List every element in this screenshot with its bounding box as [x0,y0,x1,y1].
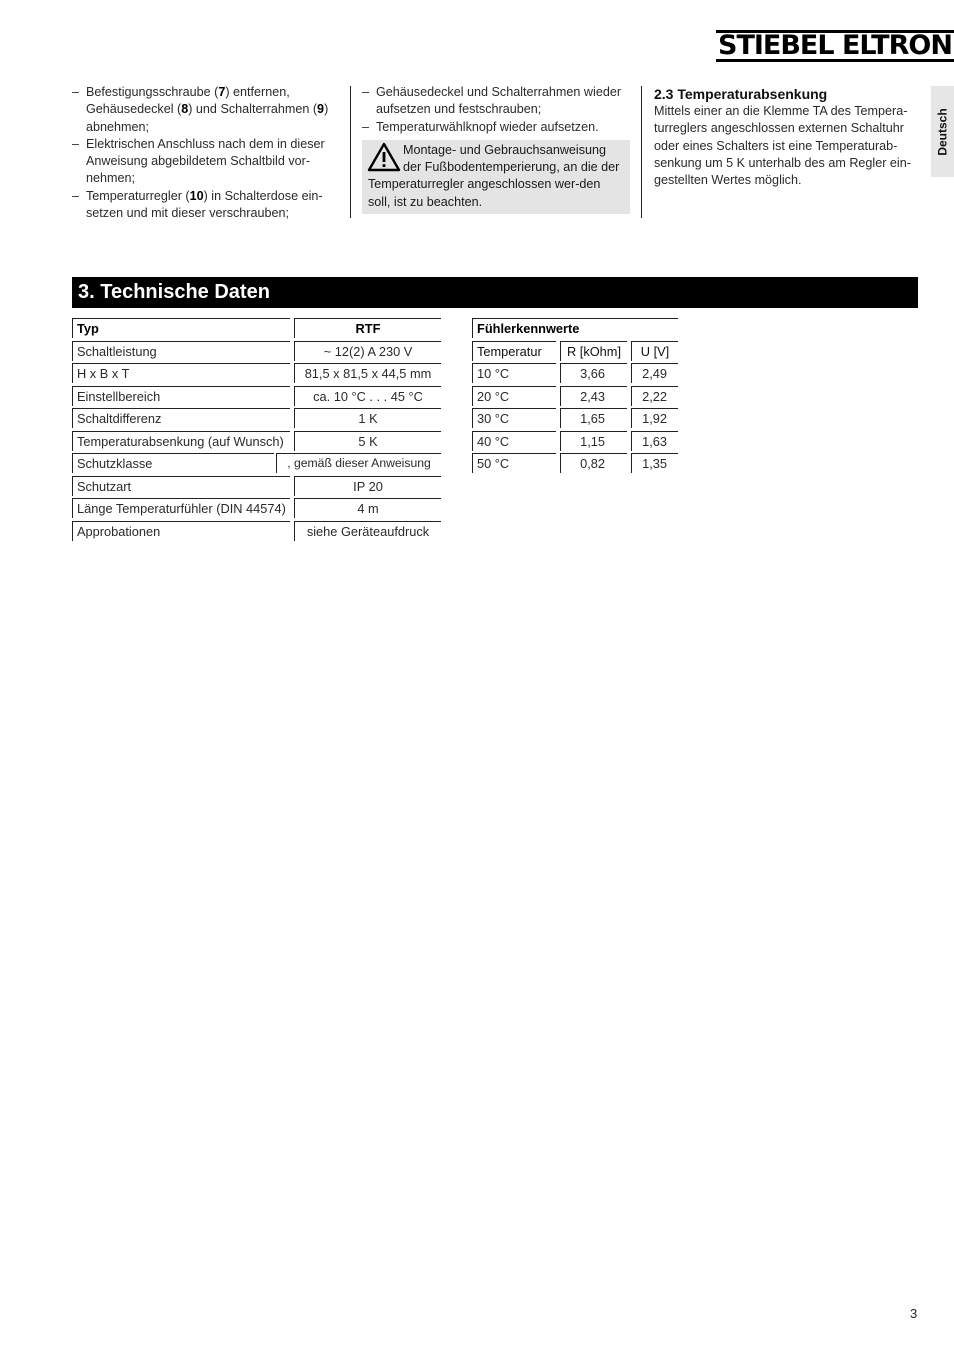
table-cell-label: Einstellbereich [72,386,290,406]
part-number: 9 [317,102,325,117]
text-run: ) und Schalterrahmen ( [188,102,318,117]
table-cell: 2,49 [631,363,678,383]
section-paragraph: Mittels einer an die Klemme TA des Tempera-turreglers angeschlossen externen Schaltuhr oder eines Schalters ist eine Temperaturab-senkung um 5 K unterhalb des am Regler ein-gestellten Wertes möglich. [654,104,911,188]
instructions-column-3 [654,84,922,189]
table-header-cell: Temperatur [472,341,556,361]
language-tab [931,86,954,177]
table-cell-label: Länge Temperaturfühler (DIN 44574) [72,498,290,518]
section-title: 3. Technische Daten [78,281,270,303]
table-cell: 10 °C [472,363,556,383]
table-header-cell: RTF [294,318,441,338]
table-cell-value: ca. 10 °C . . . 45 °C [294,386,441,406]
table-cell-value: 4 m [294,498,441,518]
list-item [72,136,338,188]
table-cell: 1,35 [631,453,678,473]
table-cell-value: 1 K [294,408,441,428]
table-cell: 50 °C [472,453,556,473]
part-number: 8 [181,102,189,117]
section-heading: 2.3 Temperaturabsenkung [654,86,828,102]
warning-triangle-icon [367,142,401,172]
table-cell-label: H x B x T [72,363,290,383]
table-title: Fühlerkennwerte [472,318,678,338]
table-cell-value: 81,5 x 81,5 x 44,5 mm [294,363,441,383]
instructions-column-2 [362,84,630,214]
table-cell: 1,15 [560,431,627,451]
warning-text: Montage- und Gebrauchsanweisung der Fußbodentemperierung, an die der Temperaturregler angeschlossen wer-den soll, ist zu beachten. [368,142,620,209]
text-run: Temperaturregler ( [86,188,190,203]
table-cell-value: ~ 12(2) A 230 V [294,341,441,361]
instruction-list-2 [362,84,630,136]
column-divider [641,86,642,218]
table-cell: 40 °C [472,431,556,451]
table-cell: 2,22 [631,386,678,406]
warning-box [362,140,630,214]
text-run: Elektrischen Anschluss nach dem in dieser Anweisung abgebildetem Schaltbild vor-nehmen; [86,136,325,186]
table-cell-label: Schaltdifferenz [72,408,290,428]
table-cell: 0,82 [560,453,627,473]
table-cell: 2,43 [560,386,627,406]
list-item: – Temperaturwählknopf wieder aufsetzen. [362,119,630,136]
table-cell-label: Schutzklasse [72,453,274,473]
table-cell-value: siehe Geräteaufdruck [294,521,441,541]
column-divider [350,86,351,218]
table-cell: 20 °C [472,386,556,406]
table-cell: 3,66 [560,363,627,383]
instructions-column-1 [72,84,338,222]
table-cell-value: 5 K [294,431,441,451]
text-run: Befestigungsschraube ( [86,85,219,99]
list-item [72,188,338,223]
table-cell: 1,63 [631,431,678,451]
table-cell-label: Schutzart [72,476,290,496]
section-title-band [72,277,918,308]
table-cell-value: IP 20 [294,476,441,496]
table-header-cell: Typ [72,318,290,338]
text-run: ) entfernen, Gehäusedeckel ( [86,85,290,117]
table-cell-label: Temperaturabsenkung (auf Wunsch) [72,431,290,451]
table-cell-label: Schaltleistung [72,341,290,361]
instruction-list-1 [72,84,338,222]
table-cell-label: Approbationen [72,521,290,541]
table-header-cell: R [kOhm] [560,341,627,361]
language-tab-label: Deutsch [935,107,950,156]
table-cell: 1,92 [631,408,678,428]
table-cell: 1,65 [560,408,627,428]
table-cell: 30 °C [472,408,556,428]
part-number: 7 [218,85,226,99]
text-run: ) in Schalterdose ein-setzen und mit dieser verschrauben; [86,188,323,221]
brand-logo [716,30,952,64]
text-run: ) abnehmen; [86,102,329,134]
page-number: 3 [910,1306,918,1321]
list-item [72,84,338,136]
list-item: – Gehäusedeckel und Schalterrahmen wieder aufsetzen und festschrauben; [362,84,630,119]
part-number: 10 [189,188,204,203]
brand-logo-text: STIEBEL ELTRON [718,30,952,61]
table-header-cell: U [V] [631,341,678,361]
table-cell-value: , gemäß dieser Anweisung [276,453,441,473]
